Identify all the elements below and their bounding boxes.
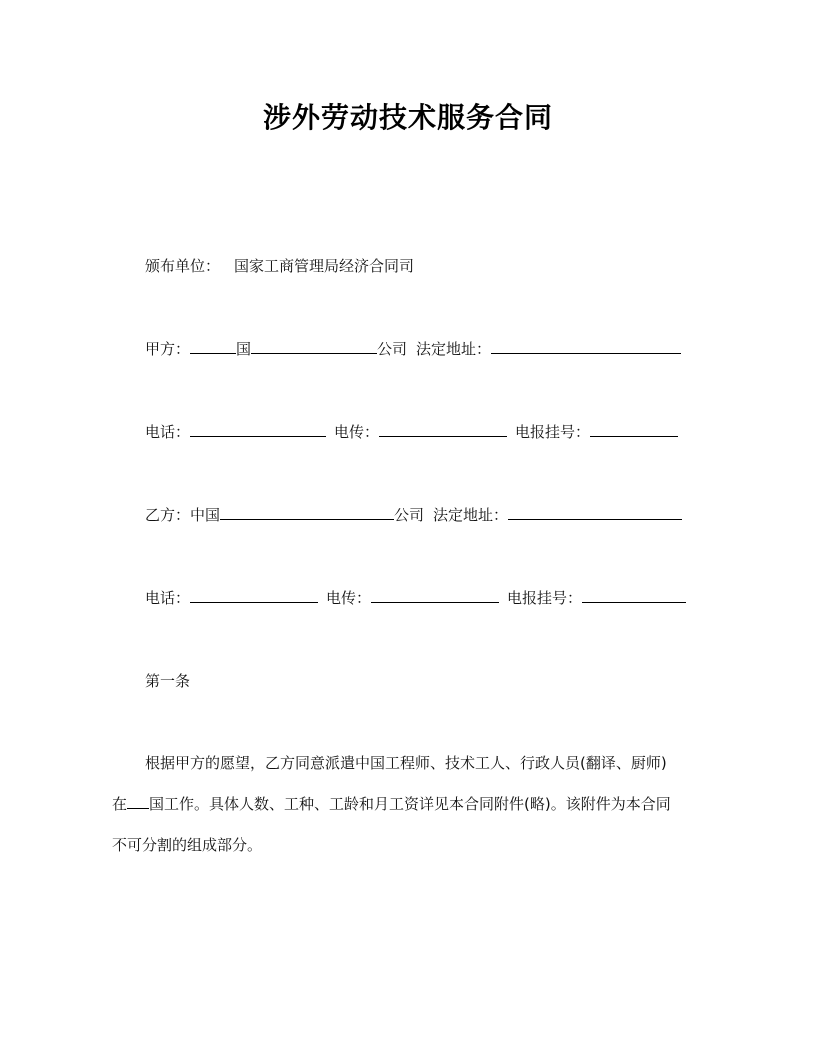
contact-b-telegram-label: 电报挂号： — [507, 589, 583, 607]
party-b-prefix: 乙方：中国 — [145, 506, 221, 524]
contact-b-fax-label: 电传： — [326, 589, 372, 607]
document-title: 涉外劳动技术服务合同 — [262, 101, 553, 134]
party-b-company-blank[interactable] — [220, 503, 394, 520]
contact-a-fax-label: 电传： — [334, 423, 380, 441]
contact-b-telegram-blank[interactable] — [582, 586, 686, 603]
party-a-prefix: 甲方： — [145, 340, 191, 358]
party-a-line — [145, 337, 681, 361]
contact-a-telegram-blank[interactable] — [590, 420, 678, 437]
issuer-line — [145, 254, 414, 278]
article-1-country-blank[interactable] — [127, 792, 149, 809]
article-1-paragraph — [112, 743, 712, 866]
party-b-company-suffix: 公司 — [394, 506, 425, 524]
party-b-address-label: 法定地址： — [433, 506, 509, 524]
party-a-country-blank[interactable] — [190, 337, 236, 354]
contact-b-line — [145, 586, 686, 610]
issuer-label: 颁布单位： — [145, 257, 221, 275]
party-a-address-label: 法定地址： — [416, 340, 492, 358]
contact-a-phone-blank[interactable] — [190, 420, 326, 437]
article-1-line-2 — [112, 784, 712, 825]
party-b-address-blank[interactable] — [508, 503, 682, 520]
article-1-line-3: 不可分割的组成部分。 — [112, 836, 263, 854]
contact-b-fax-blank[interactable] — [371, 586, 499, 603]
contact-b-phone-blank[interactable] — [190, 586, 318, 603]
article-1-line-2-text: 国工作。具体人数、工种、工龄和月工资详见本合同附件(略)。该附件为本合同 — [149, 795, 671, 813]
party-a-company-suffix: 公司 — [377, 340, 408, 358]
contact-a-telegram-label: 电报挂号： — [515, 423, 591, 441]
article-1-line-2-prefix: 在 — [112, 795, 128, 813]
party-a-country-suffix: 国 — [236, 340, 252, 358]
party-a-company-blank[interactable] — [251, 337, 377, 354]
contact-a-line — [145, 420, 678, 444]
contact-a-fax-blank[interactable] — [379, 420, 507, 437]
article-1-line-1 — [112, 743, 712, 784]
article-1-heading: 第一条 — [145, 672, 191, 690]
article-1-line-1-text: 根据甲方的愿望，乙方同意派遣中国工程师、技术工人、行政人员(翻译、厨师) — [145, 754, 667, 772]
issuer-value: 国家工商管理局经济合同司 — [234, 257, 415, 275]
contact-b-phone-label: 电话： — [145, 589, 191, 607]
party-a-address-blank[interactable] — [491, 337, 681, 354]
party-b-line — [145, 503, 682, 527]
contact-a-phone-label: 电话： — [145, 423, 191, 441]
